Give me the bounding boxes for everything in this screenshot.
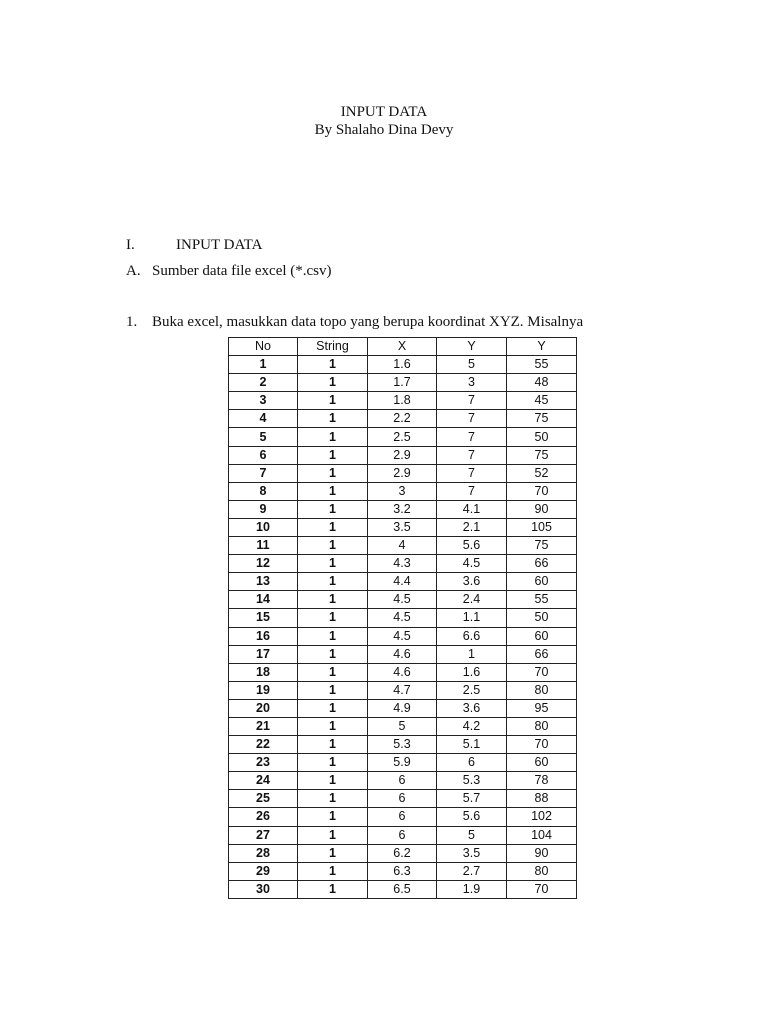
cell-y2: 75 [507, 446, 577, 464]
table-row [229, 464, 577, 482]
cell-string: 1 [298, 790, 368, 808]
cell-y2: 80 [507, 717, 577, 735]
cell-no: 24 [229, 772, 298, 790]
table-header-row [229, 338, 577, 356]
cell-no: 6 [229, 446, 298, 464]
cell-y: 7 [437, 428, 507, 446]
cell-y: 2.7 [437, 862, 507, 880]
cell-no: 18 [229, 663, 298, 681]
cell-no: 15 [229, 609, 298, 627]
cell-x: 3.5 [368, 518, 437, 536]
section-number: I. [126, 237, 135, 253]
cell-y: 6 [437, 754, 507, 772]
cell-y2: 95 [507, 699, 577, 717]
table-row [229, 591, 577, 609]
step-number: 1. [126, 314, 138, 330]
cell-y2: 50 [507, 609, 577, 627]
cell-no: 21 [229, 717, 298, 735]
cell-no: 2 [229, 374, 298, 392]
table-row [229, 410, 577, 428]
cell-y: 7 [437, 392, 507, 410]
cell-string: 1 [298, 537, 368, 555]
table-row [229, 374, 577, 392]
topo-data-table [228, 337, 577, 899]
table-row [229, 862, 577, 880]
cell-y: 2.1 [437, 518, 507, 536]
cell-y2: 55 [507, 591, 577, 609]
cell-y2: 102 [507, 808, 577, 826]
table-row [229, 754, 577, 772]
cell-x: 4.5 [368, 591, 437, 609]
cell-y: 1.6 [437, 663, 507, 681]
table-row [229, 790, 577, 808]
cell-y: 2.5 [437, 681, 507, 699]
cell-no: 17 [229, 645, 298, 663]
table-row [229, 446, 577, 464]
cell-no: 19 [229, 681, 298, 699]
header-string: String [298, 338, 368, 356]
cell-string: 1 [298, 699, 368, 717]
table-row [229, 609, 577, 627]
cell-y: 5.7 [437, 790, 507, 808]
table-row [229, 482, 577, 500]
header-x: X [368, 338, 437, 356]
cell-y2: 45 [507, 392, 577, 410]
table-row [229, 844, 577, 862]
cell-no: 22 [229, 736, 298, 754]
cell-y2: 66 [507, 555, 577, 573]
header-y2: Y [507, 338, 577, 356]
cell-x: 3 [368, 482, 437, 500]
table-row [229, 537, 577, 555]
cell-x: 6.2 [368, 844, 437, 862]
cell-y: 7 [437, 446, 507, 464]
cell-x: 6.3 [368, 862, 437, 880]
cell-y: 7 [437, 482, 507, 500]
cell-x: 2.2 [368, 410, 437, 428]
cell-string: 1 [298, 754, 368, 772]
cell-y2: 55 [507, 356, 577, 374]
cell-string: 1 [298, 772, 368, 790]
cell-x: 5.9 [368, 754, 437, 772]
document-author: By Shalaho Dina Devy [314, 122, 454, 138]
cell-string: 1 [298, 645, 368, 663]
table-row [229, 645, 577, 663]
table-row [229, 428, 577, 446]
cell-x: 4.5 [368, 627, 437, 645]
table-row [229, 772, 577, 790]
document-title: INPUT DATA [340, 104, 428, 120]
step-text: Buka excel, masukkan data topo yang berupa koordinat XYZ. Misalnya [152, 314, 584, 330]
cell-y: 3.5 [437, 844, 507, 862]
header-y: Y [437, 338, 507, 356]
header-no: No [229, 338, 298, 356]
cell-no: 13 [229, 573, 298, 591]
cell-no: 1 [229, 356, 298, 374]
cell-x: 4.6 [368, 663, 437, 681]
cell-string: 1 [298, 482, 368, 500]
cell-string: 1 [298, 736, 368, 754]
cell-x: 2.5 [368, 428, 437, 446]
cell-y2: 105 [507, 518, 577, 536]
cell-string: 1 [298, 880, 368, 898]
cell-no: 30 [229, 880, 298, 898]
cell-y2: 90 [507, 844, 577, 862]
cell-string: 1 [298, 428, 368, 446]
cell-no: 25 [229, 790, 298, 808]
cell-x: 4 [368, 537, 437, 555]
cell-string: 1 [298, 392, 368, 410]
table-row [229, 555, 577, 573]
table-row [229, 880, 577, 898]
cell-y: 5 [437, 826, 507, 844]
table-row [229, 573, 577, 591]
cell-no: 10 [229, 518, 298, 536]
cell-no: 23 [229, 754, 298, 772]
cell-y: 5.1 [437, 736, 507, 754]
cell-x: 4.5 [368, 609, 437, 627]
table-row [229, 392, 577, 410]
cell-no: 27 [229, 826, 298, 844]
table-row [229, 681, 577, 699]
cell-y2: 88 [507, 790, 577, 808]
cell-y2: 70 [507, 482, 577, 500]
cell-y: 2.4 [437, 591, 507, 609]
cell-x: 4.6 [368, 645, 437, 663]
cell-y: 5.6 [437, 808, 507, 826]
cell-no: 14 [229, 591, 298, 609]
cell-no: 7 [229, 464, 298, 482]
cell-no: 8 [229, 482, 298, 500]
table-row [229, 699, 577, 717]
cell-no: 5 [229, 428, 298, 446]
subsection-title: Sumber data file excel (*.csv) [152, 263, 332, 279]
cell-string: 1 [298, 609, 368, 627]
cell-no: 20 [229, 699, 298, 717]
cell-no: 16 [229, 627, 298, 645]
cell-x: 6 [368, 808, 437, 826]
cell-y2: 52 [507, 464, 577, 482]
cell-x: 3.2 [368, 500, 437, 518]
cell-y2: 80 [507, 681, 577, 699]
cell-x: 6 [368, 772, 437, 790]
cell-x: 4.9 [368, 699, 437, 717]
cell-no: 11 [229, 537, 298, 555]
cell-x: 5.3 [368, 736, 437, 754]
table-row [229, 663, 577, 681]
cell-x: 1.6 [368, 356, 437, 374]
subsection-letter: A. [126, 263, 141, 279]
cell-string: 1 [298, 573, 368, 591]
table-row [229, 500, 577, 518]
cell-no: 3 [229, 392, 298, 410]
cell-x: 1.8 [368, 392, 437, 410]
cell-string: 1 [298, 500, 368, 518]
cell-string: 1 [298, 844, 368, 862]
cell-no: 4 [229, 410, 298, 428]
cell-y2: 90 [507, 500, 577, 518]
table-row [229, 627, 577, 645]
cell-string: 1 [298, 464, 368, 482]
cell-string: 1 [298, 410, 368, 428]
cell-string: 1 [298, 446, 368, 464]
cell-y2: 70 [507, 736, 577, 754]
cell-y2: 75 [507, 410, 577, 428]
cell-y: 4.1 [437, 500, 507, 518]
cell-y: 3.6 [437, 699, 507, 717]
cell-y: 7 [437, 410, 507, 428]
cell-y: 3 [437, 374, 507, 392]
cell-y2: 70 [507, 663, 577, 681]
cell-y: 7 [437, 464, 507, 482]
cell-y2: 48 [507, 374, 577, 392]
cell-y: 4.5 [437, 555, 507, 573]
cell-y: 4.2 [437, 717, 507, 735]
cell-y2: 78 [507, 772, 577, 790]
cell-y: 6.6 [437, 627, 507, 645]
cell-no: 12 [229, 555, 298, 573]
cell-x: 6.5 [368, 880, 437, 898]
cell-string: 1 [298, 356, 368, 374]
cell-string: 1 [298, 591, 368, 609]
cell-string: 1 [298, 627, 368, 645]
cell-no: 28 [229, 844, 298, 862]
cell-y2: 60 [507, 754, 577, 772]
cell-x: 2.9 [368, 464, 437, 482]
cell-y2: 66 [507, 645, 577, 663]
cell-y: 1 [437, 645, 507, 663]
table-row [229, 826, 577, 844]
cell-y2: 75 [507, 537, 577, 555]
cell-string: 1 [298, 826, 368, 844]
cell-string: 1 [298, 663, 368, 681]
cell-string: 1 [298, 862, 368, 880]
cell-x: 2.9 [368, 446, 437, 464]
cell-y2: 60 [507, 573, 577, 591]
cell-string: 1 [298, 518, 368, 536]
section-title: INPUT DATA [176, 237, 263, 253]
table-row [229, 717, 577, 735]
cell-y: 1.1 [437, 609, 507, 627]
cell-x: 4.7 [368, 681, 437, 699]
cell-x: 6 [368, 790, 437, 808]
table-body [229, 356, 577, 899]
table-row [229, 808, 577, 826]
cell-no: 26 [229, 808, 298, 826]
cell-x: 5 [368, 717, 437, 735]
cell-y: 3.6 [437, 573, 507, 591]
cell-y2: 60 [507, 627, 577, 645]
cell-y: 5.6 [437, 537, 507, 555]
cell-string: 1 [298, 717, 368, 735]
cell-y2: 80 [507, 862, 577, 880]
table-row [229, 736, 577, 754]
cell-x: 6 [368, 826, 437, 844]
cell-y: 5.3 [437, 772, 507, 790]
cell-x: 4.3 [368, 555, 437, 573]
cell-string: 1 [298, 555, 368, 573]
cell-no: 9 [229, 500, 298, 518]
cell-x: 4.4 [368, 573, 437, 591]
cell-string: 1 [298, 808, 368, 826]
cell-y2: 104 [507, 826, 577, 844]
cell-y2: 50 [507, 428, 577, 446]
cell-string: 1 [298, 374, 368, 392]
cell-y2: 70 [507, 880, 577, 898]
cell-no: 29 [229, 862, 298, 880]
cell-y: 5 [437, 356, 507, 374]
cell-string: 1 [298, 681, 368, 699]
cell-x: 1.7 [368, 374, 437, 392]
cell-y: 1.9 [437, 880, 507, 898]
table-row [229, 518, 577, 536]
table-row [229, 356, 577, 374]
